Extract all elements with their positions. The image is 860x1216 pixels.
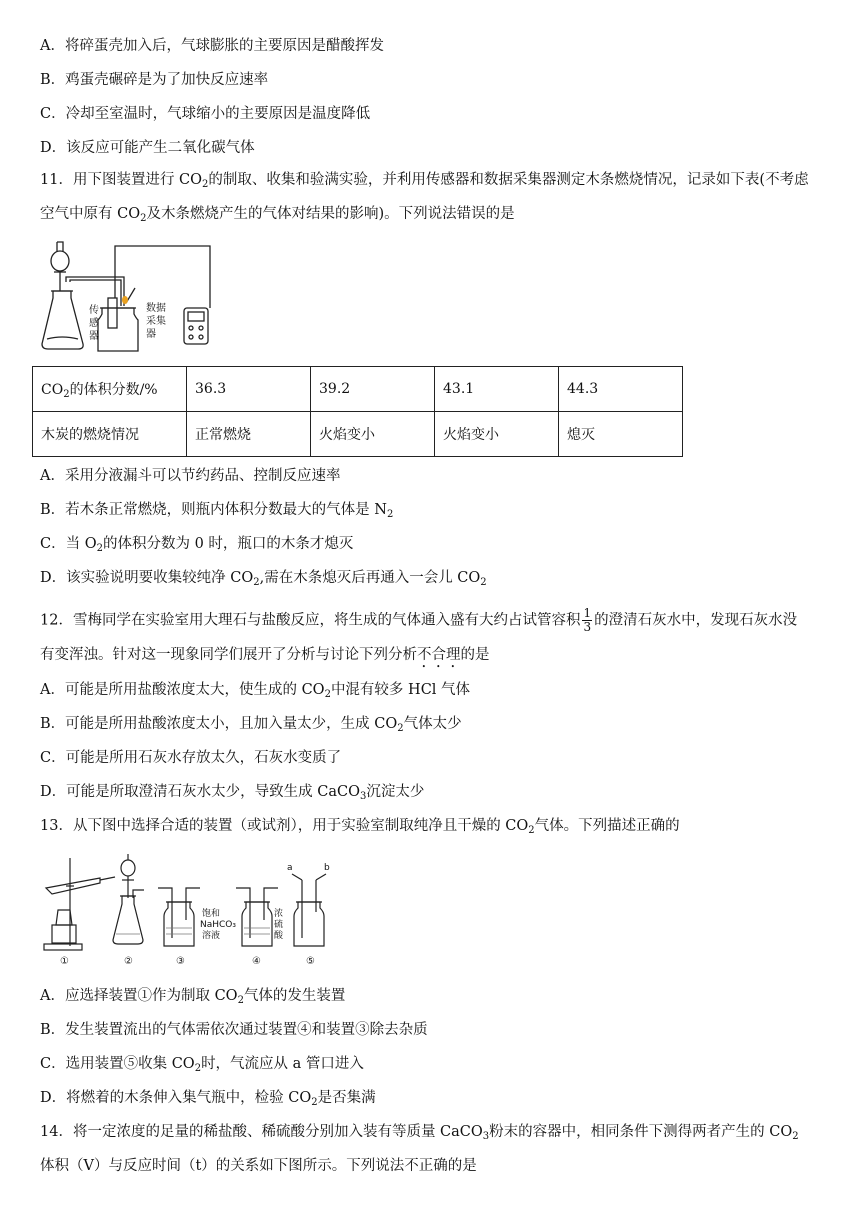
svg-text:数据: 数据 (146, 303, 166, 314)
svg-text:③: ③ (176, 956, 185, 967)
svg-text:硫: 硫 (274, 920, 284, 930)
q13-stem: 13．从下图中选择合适的装置（或试剂），用于实验室制取纯净且干燥的 $CO_2$气体。下列描述正确的 (40, 818, 680, 836)
table-cell-header: 木炭的燃烧情况 (33, 412, 187, 457)
svg-text:采集: 采集 (146, 316, 166, 327)
svg-text:a: a (287, 863, 293, 873)
q13-apparatus-figure (40, 850, 340, 970)
q11-apparatus-figure (38, 236, 238, 354)
table-cell: 正常燃烧 (187, 412, 311, 457)
svg-text:④: ④ (252, 956, 261, 967)
table-cell: 36.3 (187, 367, 311, 412)
q13-option-b: B．发生装置流出的气体需依次通过装置④和装置③除去杂质 (40, 1022, 428, 1038)
table-cell: 熄灭 (559, 412, 683, 457)
q12-option-a: A．可能是所用盐酸浓度太大，使生成的 $CO_2$中混有较多 HCl 气体 (40, 682, 471, 700)
svg-text:传: 传 (89, 305, 99, 316)
q12-option-c: C．可能是所用石灰水存放太久，石灰水变质了 (40, 750, 342, 766)
svg-text:酸: 酸 (274, 931, 284, 941)
q11-option-b: B．若木条正常燃烧，则瓶内体积分数最大的气体是 $N_2$ (40, 502, 394, 520)
q11-stem: 11．用下图装置进行 $CO_2$的制取、收集和验满实验，并利用传感器和数据采集器测定木条燃烧情况，记录如下表(不考虑 空气中原有 $CO_2$及木条燃烧产生的气体对结果的影响)。下列说法错误的是 (40, 172, 809, 224)
q10-option-d: D．该反应可能产生二氧化碳气体 (40, 140, 255, 156)
q10-option-b: B．鸡蛋壳碾碎是为了加快反应速率 (40, 72, 269, 88)
table-cell: 火焰变小 (435, 412, 559, 457)
q11-data-table (32, 366, 683, 457)
table-cell: 39.2 (311, 367, 435, 412)
table-row (33, 367, 683, 412)
q12-stem-line2: 有变浑浊。针对这一现象同学们展开了分析与讨论下列分析不合理的是 (40, 647, 490, 663)
q11-option-c: C．当 $O_2$的体积分数为 0 时，瓶口的木条才熄灭 (40, 536, 354, 554)
svg-text:感: 感 (89, 318, 99, 329)
svg-text:器: 器 (146, 329, 156, 340)
svg-text:浓: 浓 (274, 909, 284, 919)
svg-text:溶液: 溶液 (202, 931, 221, 941)
q11-option-d: D．该实验说明要收集较纯净 $CO_2$,需在木条熄灭后再通入一会儿 $CO_2$ (40, 570, 487, 588)
svg-text:饱和: 饱和 (202, 909, 221, 919)
q12-option-d: D．可能是所取澄清石灰水太少，导致生成 CaCO$_3$沉淀太少 (40, 784, 425, 802)
svg-text:①: ① (60, 956, 69, 967)
svg-text:NaHCO₃: NaHCO₃ (200, 920, 236, 930)
svg-text:⑤: ⑤ (306, 956, 315, 967)
svg-text:器: 器 (89, 331, 99, 342)
q13-option-a: A．应选择装置①作为制取 $CO_2$气体的发生装置 (40, 988, 346, 1006)
svg-text:b: b (324, 863, 330, 873)
q13-option-d: D．将燃着的木条伸入集气瓶中，检验 $CO_2$是否集满 (40, 1090, 376, 1108)
table-cell: 44.3 (559, 367, 683, 412)
fraction-one-third: $\frac{1}{3}$ (583, 606, 592, 634)
q11-option-a: A．采用分液漏斗可以节约药品、控制反应速率 (40, 468, 341, 484)
table-cell: 火焰变小 (311, 412, 435, 457)
q12-stem-line1: 12．雪梅同学在实验室用大理石与盐酸反应，将生成的气体通入盛有大约占试管容积 $\frac{1}{3}$ 的澄清石灰水中，发现石灰水没 (40, 606, 798, 634)
table-row (33, 412, 683, 457)
q10-option-a: A．将碎蛋壳加入后，气球膨胀的主要原因是醋酸挥发 (40, 38, 384, 54)
table-cell: 43.1 (435, 367, 559, 412)
table-cell-header: $CO_2$的体积分数/% (33, 367, 187, 412)
svg-text:②: ② (124, 956, 133, 967)
q10-option-c: C．冷却至室温时，气球缩小的主要原因是温度降低 (40, 106, 371, 122)
q12-option-b: B．可能是所用盐酸浓度太小，且加入量太少，生成 $CO_2$气体太少 (40, 716, 462, 734)
q14-stem: 14．将一定浓度的足量的稀盐酸、稀硫酸分别加入装有等质量 CaCO$_3$粉末的容器中，相同条件下测得两者产生的 $CO_2$ 体积（V）与反应时间（t）的关系如下图所示。下列说法不正确的是 (40, 1124, 799, 1174)
emphasized-text: 不合理 (417, 647, 461, 663)
q13-option-c: C．选用装置⑤收集 $CO_2$时，气流应从 a 管口进入 (40, 1056, 364, 1074)
